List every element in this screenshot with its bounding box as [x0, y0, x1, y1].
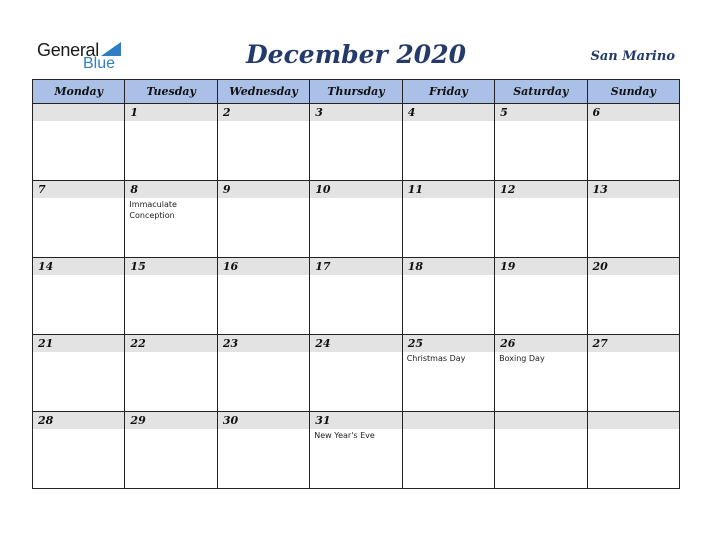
- calendar-grid: [32, 79, 680, 489]
- holiday-label: [310, 198, 401, 199]
- holiday-label: [218, 275, 309, 276]
- holiday-label: [33, 429, 124, 430]
- day-cell: [587, 412, 679, 489]
- day-cell: [217, 258, 309, 335]
- day-cell: [402, 412, 494, 489]
- day-cell: [217, 412, 309, 489]
- logo-general-text: General: [37, 40, 99, 60]
- weekday-header-row: [33, 80, 680, 104]
- day-number: 13: [588, 181, 679, 198]
- week-row: [33, 181, 680, 258]
- day-cell: [587, 104, 679, 181]
- day-cell: [402, 104, 494, 181]
- holiday-label: [125, 429, 216, 430]
- day-cell: [495, 104, 587, 181]
- day-number: 11: [403, 181, 494, 198]
- day-number: 22: [125, 335, 216, 352]
- day-cell: [402, 181, 494, 258]
- holiday-label: [33, 121, 124, 122]
- day-cell: [125, 258, 217, 335]
- holiday-label: [218, 198, 309, 199]
- holiday-label: [310, 121, 401, 122]
- holiday-label: New Year's Eve: [314, 431, 375, 440]
- day-cell: [125, 335, 217, 412]
- week-row: [33, 104, 680, 181]
- holiday-label: [125, 352, 216, 353]
- country-name: San Marino: [590, 49, 675, 64]
- day-number: [588, 412, 679, 429]
- day-number: 7: [33, 181, 124, 198]
- day-cell: [33, 335, 125, 412]
- holiday-label: [125, 121, 216, 122]
- holiday-label: [588, 121, 679, 122]
- day-cell: [495, 412, 587, 489]
- calendar-title: December 2020: [245, 40, 466, 69]
- weekday-header: Wednesday: [217, 80, 309, 104]
- holiday-label: [310, 275, 401, 276]
- day-number: [33, 104, 124, 121]
- day-number: 8: [125, 181, 216, 198]
- week-row: [33, 258, 680, 335]
- holiday-label: Christmas Day: [406, 354, 466, 363]
- day-cell: [310, 335, 402, 412]
- day-number: 30: [218, 412, 309, 429]
- day-number: 18: [403, 258, 494, 275]
- holiday-label: [495, 198, 586, 199]
- day-cell: [402, 258, 494, 335]
- holiday-label: [218, 352, 309, 353]
- day-cell: [125, 181, 217, 258]
- day-cell: [33, 104, 125, 181]
- day-number: 10: [310, 181, 401, 198]
- holiday-label: [403, 121, 494, 122]
- day-number: [495, 412, 586, 429]
- day-number: 28: [33, 412, 124, 429]
- day-cell: [495, 181, 587, 258]
- day-cell: [33, 258, 125, 335]
- day-cell: [495, 258, 587, 335]
- day-number: 2: [218, 104, 309, 121]
- day-cell: [587, 335, 679, 412]
- day-number: 5: [495, 104, 586, 121]
- day-cell: [33, 412, 125, 489]
- day-cell: [33, 181, 125, 258]
- day-number: 27: [588, 335, 679, 352]
- day-number: 23: [218, 335, 309, 352]
- weekday-header: Tuesday: [125, 80, 217, 104]
- day-number: 26: [495, 335, 586, 352]
- holiday-label: [588, 352, 679, 353]
- day-number: 20: [588, 258, 679, 275]
- weekday-header: Saturday: [495, 80, 587, 104]
- day-number: 4: [403, 104, 494, 121]
- day-cell: [587, 181, 679, 258]
- day-cell: [310, 258, 402, 335]
- day-cell: [495, 335, 587, 412]
- day-number: 17: [310, 258, 401, 275]
- day-cell: [310, 181, 402, 258]
- holiday-label: [495, 429, 586, 430]
- day-cell: [125, 412, 217, 489]
- holiday-label: [33, 352, 124, 353]
- day-cell: [402, 335, 494, 412]
- day-number: 1: [125, 104, 216, 121]
- day-number: 12: [495, 181, 586, 198]
- day-cell: [310, 104, 402, 181]
- day-number: 31: [310, 412, 401, 429]
- week-row: [33, 335, 680, 412]
- day-number: 24: [310, 335, 401, 352]
- day-cell: [587, 258, 679, 335]
- holiday-label: [495, 275, 586, 276]
- day-cell: [217, 104, 309, 181]
- holiday-label: [495, 121, 586, 122]
- weekday-header: Sunday: [587, 80, 679, 104]
- day-number: 6: [588, 104, 679, 121]
- day-number: 15: [125, 258, 216, 275]
- logo-blue-text: Blue: [83, 55, 116, 72]
- day-cell: [310, 412, 402, 489]
- holiday-label: [218, 429, 309, 430]
- day-number: 25: [403, 335, 494, 352]
- day-number: 19: [495, 258, 586, 275]
- holiday-label: [588, 198, 679, 199]
- weekday-header: Thursday: [310, 80, 402, 104]
- day-cell: [217, 335, 309, 412]
- day-cell: [217, 181, 309, 258]
- holiday-label: Boxing Day: [499, 354, 545, 363]
- holiday-label: Immaculate Conception: [129, 200, 177, 220]
- holiday-label: [588, 429, 679, 430]
- day-number: 3: [310, 104, 401, 121]
- day-number: 29: [125, 412, 216, 429]
- holiday-label: [33, 198, 124, 199]
- day-number: 14: [33, 258, 124, 275]
- weekday-header: Monday: [33, 80, 125, 104]
- holiday-label: [310, 352, 401, 353]
- holiday-label: [403, 429, 494, 430]
- holiday-label: [403, 198, 494, 199]
- day-number: [403, 412, 494, 429]
- day-number: 9: [218, 181, 309, 198]
- weekday-header: Friday: [402, 80, 494, 104]
- holiday-label: [403, 275, 494, 276]
- day-number: 16: [218, 258, 309, 275]
- holiday-label: [218, 121, 309, 122]
- holiday-label: [588, 275, 679, 276]
- holiday-label: [125, 275, 216, 276]
- week-row: [33, 412, 680, 489]
- day-cell: [125, 104, 217, 181]
- day-number: 21: [33, 335, 124, 352]
- holiday-label: [33, 275, 124, 276]
